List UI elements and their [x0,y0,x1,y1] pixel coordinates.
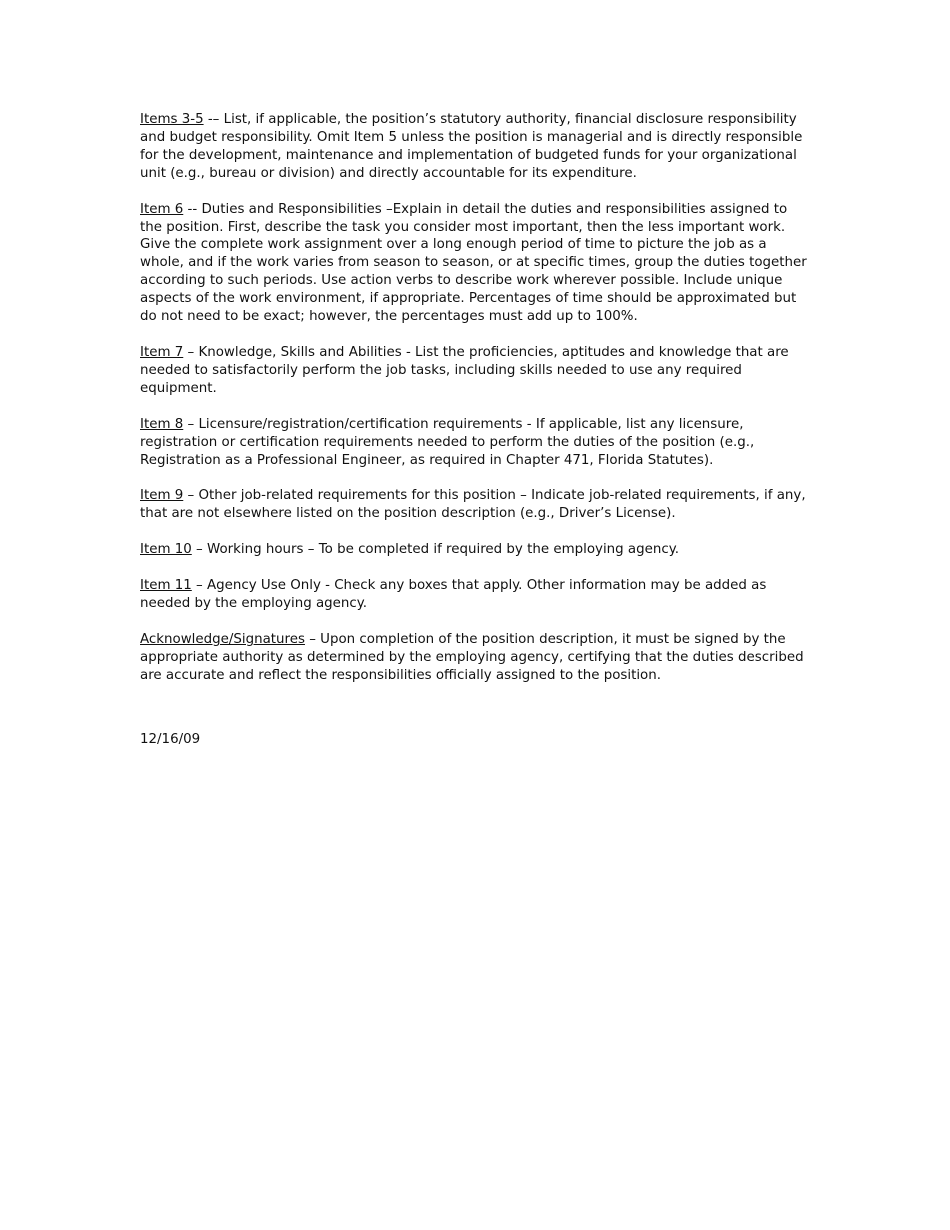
item-label: Item 10 [140,542,192,558]
document-date: 12/16/09 [140,731,201,747]
document-page [140,111,810,749]
item-label: Item 7 [140,344,184,360]
item-label: Items 3-5 [140,112,204,127]
item-description: – Licensure/registration/certification requirements - If applicable, list any licensure, registration or certification requirements needed to perform the duties of the position (e.g., Registration as a Professional Engineer, as required in Chapter 471, Florida Statutes). [140,416,755,468]
item-label: Item 8 [140,416,184,432]
item-label: Item 9 [140,488,184,504]
paragraph-item-6 [140,201,810,326]
item-description: -- Duties and Responsibilities –Explain in detail the duties and responsibilities assigned to the position. First, describe the task you consider most important, then the less important work. Give the complete work assignment over a long enough period of time to picture the job as a whole, and if the work varies from season to season, or at specific times, group the duties together according to such periods. Use action verbs to describe work wherever possible. Include unique aspects of the work environment, if appropriate. Percentages of time should be approximated but do not need to be exact; however, the percentages must add up to 100%. [140,201,807,325]
item-description: – Other job-related requirements for this position – Indicate job-related requirements, if any, that are not elsewhere listed on the position description (e.g., Driver’s License). [140,488,806,522]
paragraph-items-3-5 [140,111,810,183]
paragraph-item-10 [140,541,810,559]
paragraph-item-11 [140,577,810,613]
paragraph-item-9 [140,487,810,523]
item-description: – Agency Use Only - Check any boxes that apply. Other information may be added as needed by the employing agency. [140,578,767,612]
item-label: Item 11 [140,578,192,594]
item-description: – Working hours – To be completed if required by the employing agency. [191,542,679,558]
item-description: -– List, if applicable, the position’s statutory authority, financial disclosure responsibility and budget responsibility. Omit Item 5 unless the position is managerial and is directly responsible for the development, maintenance and implementation of budgeted funds for your organizational unit (e.g., bureau or division) and directly accountable for its expenditure. [140,112,803,181]
item-label: Item 6 [140,201,184,217]
item-label: Acknowledge/Signatures [140,631,305,647]
item-description: – Upon completion of the position description, it must be signed by the appropriate authority as determined by the employing agency, certifying that the duties described are accurate and reflect the responsibilities officially assigned to the position. [140,631,804,683]
paragraph-acknowledge-signatures [140,631,810,685]
paragraph-item-7 [140,344,810,398]
item-description: – Knowledge, Skills and Abilities - List the proficiencies, aptitudes and knowledge that are needed to satisfactorily perform the job tasks, including skills needed to use any required equipment. [140,344,789,396]
paragraph-item-8 [140,416,810,470]
